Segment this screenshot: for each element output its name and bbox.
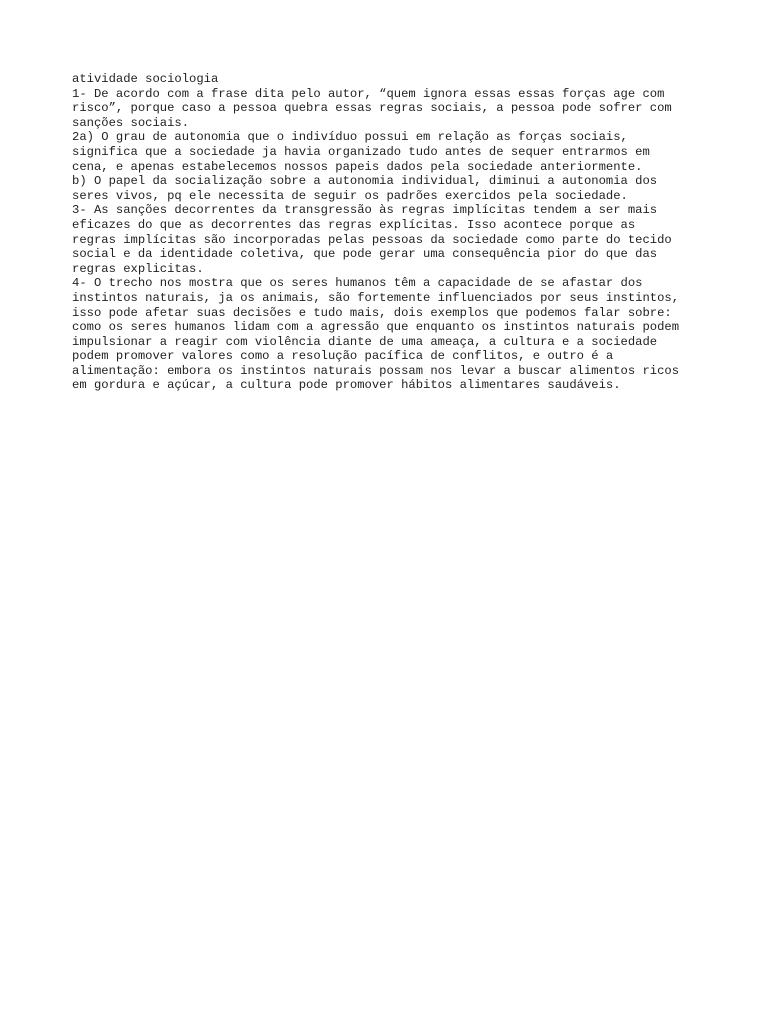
text-line: 1- De acordo com a frase dita pelo autor, “quem ignora essas essas forças age com: [72, 86, 665, 101]
text-line: regras implícitas são incorporadas pelas pessoas da sociedade como parte do tecido: [72, 232, 672, 247]
text-line: impulsionar a reagir com violência diante de uma ameaça, a cultura e a sociedade: [72, 334, 658, 349]
text-line: regras explicitas.: [72, 261, 204, 276]
text-line: significa que a sociedade ja havia organizado tudo antes de sequer entrarmos em: [72, 144, 650, 159]
text-line: em gordura e açúcar, a cultura pode promover hábitos alimentares saudáveis.: [72, 378, 621, 393]
text-line: seres vivos, pq ele necessita de seguir os padrões exercidos pela sociedade.: [72, 188, 628, 203]
document-page: [72, 72, 712, 393]
text-line: 2a) O grau de autonomia que o indivíduo possui em relação as forças sociais,: [72, 130, 628, 145]
text-line: risco”, porque caso a pessoa quebra essas regras sociais, a pessoa pode sofrer com: [72, 101, 672, 116]
document-title-line: atividade sociologia: [72, 72, 219, 86]
text-line: 4- O trecho nos mostra que os seres humanos têm a capacidade de se afastar dos: [72, 276, 643, 291]
text-line: 3- As sanções decorrentes da transgressão às regras implícitas tendem a ser mais: [72, 203, 658, 218]
text-line: podem promover valores como a resolução pacífica de conflitos, e outro é a: [72, 349, 614, 364]
text-line: social e da identidade coletiva, que pode gerar uma consequência pior do que das: [72, 247, 658, 262]
text-line: alimentação: embora os instintos naturais possam nos levar a buscar alimentos ricos: [72, 363, 680, 378]
text-line: eficazes do que as decorrentes das regras explícitas. Isso acontece porque as: [72, 217, 636, 232]
text-line: instintos naturais, ja os animais, são fortemente influenciados por seus instintos,: [72, 290, 680, 305]
text-line: como os seres humanos lidam com a agressão que enquanto os instintos naturais podem: [72, 320, 680, 335]
text-line: cena, e apenas estabelecemos nossos papeis dados pela sociedade anteriormente.: [72, 159, 643, 174]
text-line: sanções sociais.: [72, 115, 190, 130]
text-line: isso pode afetar suas decisões e tudo mais, dois exemplos que podemos falar sobre:: [72, 305, 672, 320]
text-line: b) O papel da socialização sobre a autonomia individual, diminui a autonomia dos: [72, 174, 658, 189]
